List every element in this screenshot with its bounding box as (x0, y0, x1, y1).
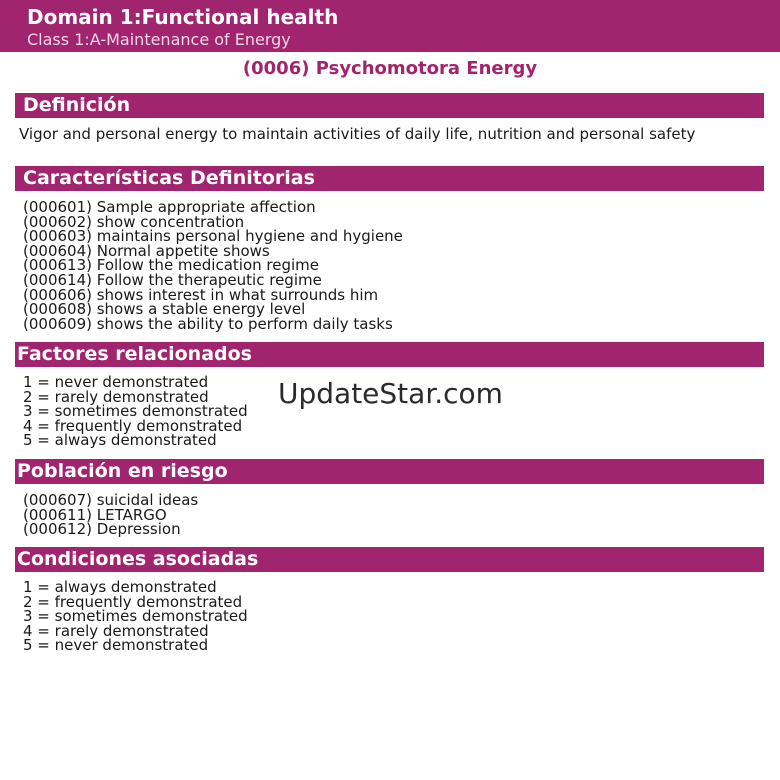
list-item: (000607) suicidal ideas (23, 491, 199, 509)
list-item: (000602) show concentration (23, 212, 245, 231)
section-header-population-at-risk: Población en riesgo (15, 459, 764, 484)
list-item: 1 = never demonstrated (23, 373, 209, 391)
associated-conditions-list (23, 580, 248, 653)
list-item: (000608) shows a stable energy level (23, 300, 306, 319)
related-factors-list (23, 375, 248, 448)
list-item: (000603) maintains personal hygiene and hygiene (23, 227, 403, 246)
list-item: (000613) Follow the medication regime (23, 256, 320, 275)
list-item: 5 = always demonstrated (23, 431, 217, 450)
section-header-related-factors: Factores relacionados (15, 342, 764, 367)
list-item: (000601) Sample appropriate affection (23, 198, 316, 216)
watermark: UpdateStar.com (278, 377, 503, 410)
section-header-associated-conditions: Condiciones asociadas (15, 547, 764, 572)
definition-text: Vigor and personal energy to maintain activities of daily life, nutrition and personal safety (19, 125, 696, 143)
defining-characteristics-list (23, 200, 403, 331)
list-item: 2 = rarely demonstrated (23, 387, 209, 406)
list-item: 2 = frequently demonstrated (23, 592, 243, 611)
population-at-risk-list (23, 493, 198, 537)
list-item: (000614) Follow the therapeutic regime (23, 270, 322, 289)
list-item: (000612) Depression (23, 520, 181, 539)
app-bar (0, 0, 780, 52)
list-item: 5 = never demonstrated (23, 636, 209, 655)
list-item: 4 = rarely demonstrated (23, 621, 209, 640)
diagnosis-title: (0006) Psychomotora Energy (242, 58, 538, 79)
list-item: (000604) Normal appetite shows (23, 241, 270, 260)
list-item: 3 = sometimes demonstrated (23, 402, 248, 421)
section-header-definition: Definición (15, 93, 764, 118)
list-item: 1 = always demonstrated (23, 578, 217, 596)
list-item: (000606) shows interest in what surrounds him (23, 285, 379, 304)
list-item: 3 = sometimes demonstrated (23, 607, 248, 626)
class-subtitle: Class 1:A-Maintenance of Energy (27, 30, 291, 49)
section-header-defining-characteristics: Características Definitorias (15, 166, 764, 191)
list-item: (000611) LETARGO (23, 505, 167, 524)
list-item: (000609) shows the ability to perform daily tasks (23, 314, 393, 333)
list-item: 4 = frequently demonstrated (23, 416, 243, 435)
domain-title: Domain 1:Functional health (27, 5, 339, 29)
